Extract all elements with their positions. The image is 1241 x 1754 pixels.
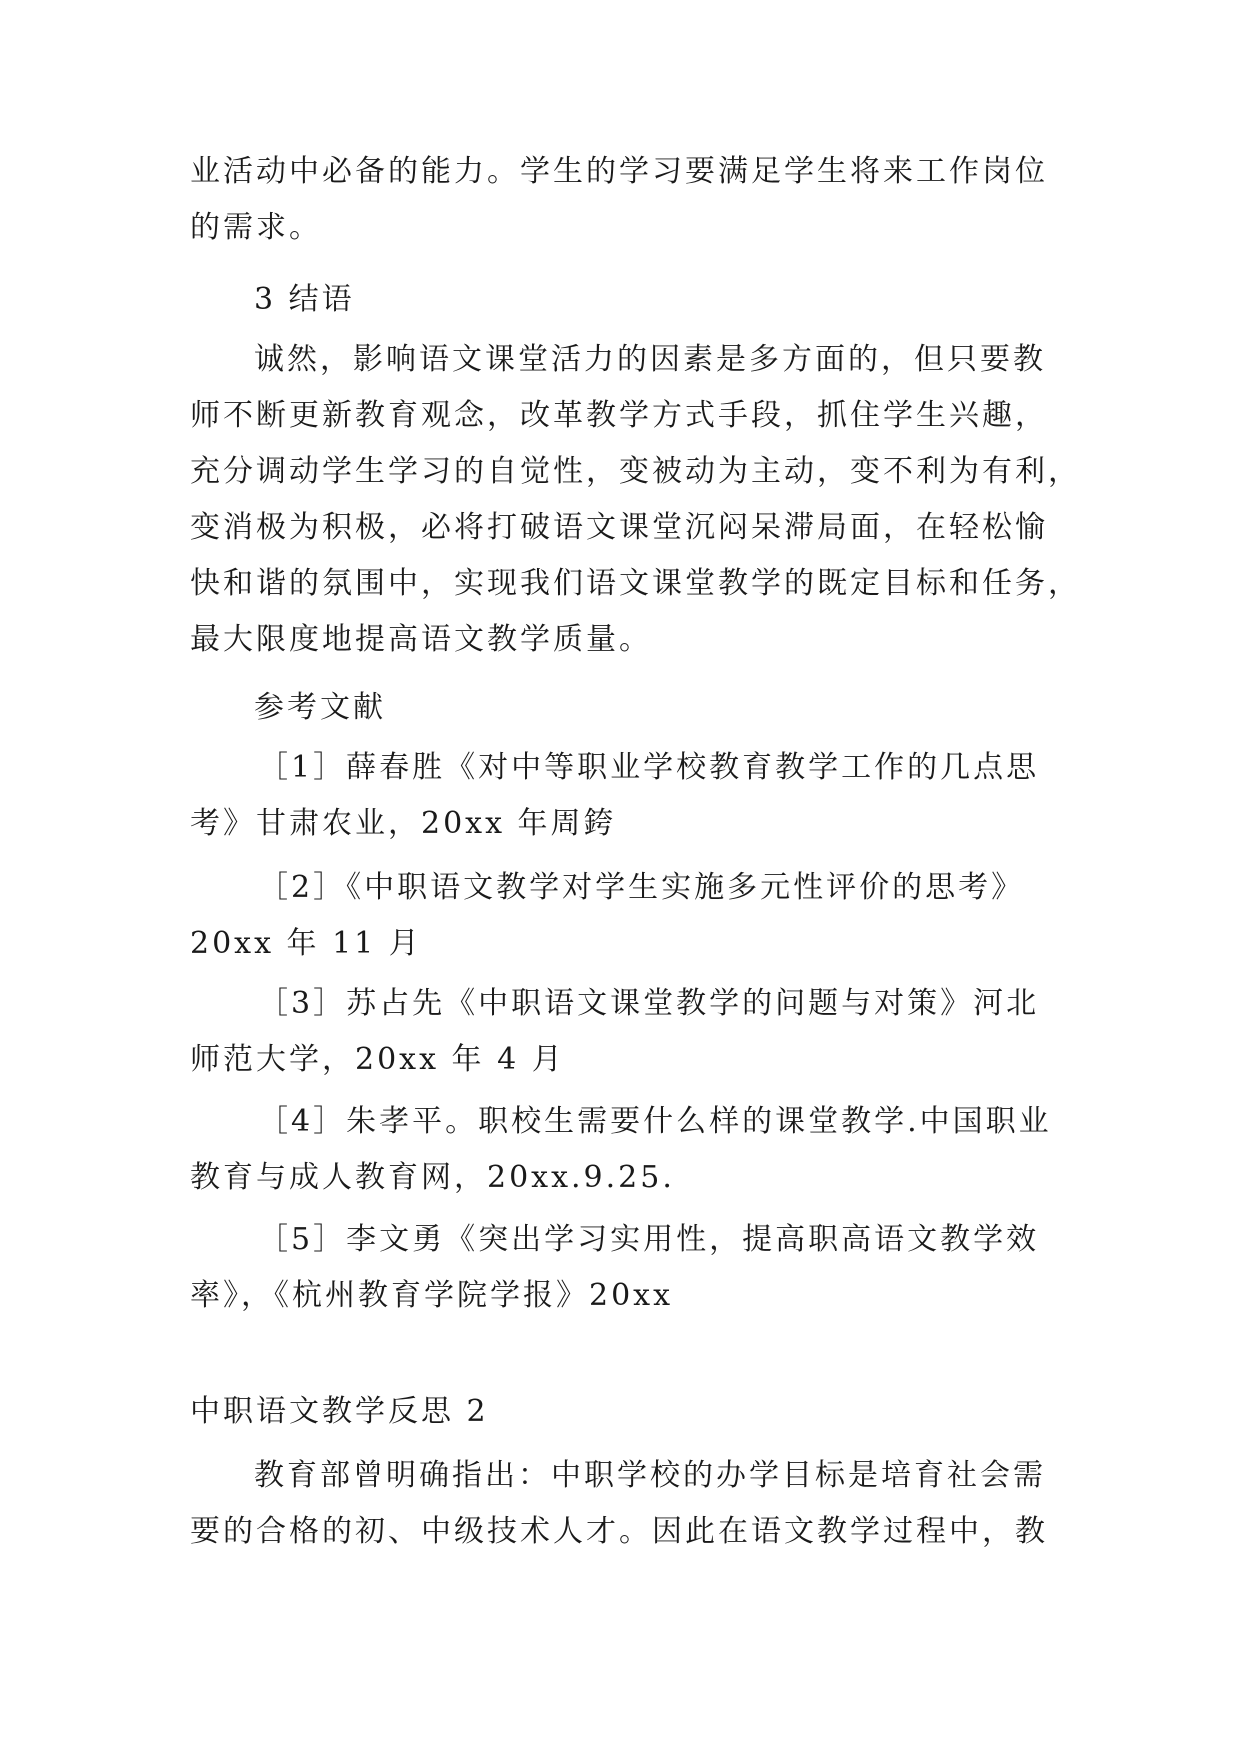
text-line: 快和谐的氛围中，实现我们语文课堂教学的既定目标和任务， — [190, 566, 1081, 601]
text-line: 最大限度地提高语文教学质量。 — [190, 622, 652, 657]
references-heading: 参考文献 — [254, 690, 386, 725]
section-heading: 3 结语 — [254, 282, 355, 317]
text-line: 要的合格的初、中级技术人才。因此在语文教学过程中，教 — [190, 1514, 1048, 1549]
text-line: 师不断更新教育观念，改革教学方式手段，抓住学生兴趣， — [190, 398, 1048, 433]
text-line: 充分调动学生学习的自觉性，变被动为主动，变不利为有利， — [190, 454, 1081, 489]
reference-item: 考》甘肃农业，20xx 年周銙 — [190, 806, 617, 841]
text-line: 教育部曾明确指出：中职学校的办学目标是培育社会需 — [254, 1458, 1046, 1493]
text-line: 诚然，影响语文课堂活力的因素是多方面的，但只要教 — [254, 342, 1046, 377]
reference-item: ［5］李文勇《突出学习实用性，提高职高语文教学效 — [258, 1222, 1040, 1257]
reference-item: ［1］薛春胜《对中等职业学校教育教学工作的几点思 — [258, 750, 1040, 785]
reference-item: 师范大学，20xx 年 4 月 — [190, 1042, 565, 1077]
text-line: 的需求。 — [190, 210, 322, 245]
reference-item: ［4］朱孝平。职校生需要什么样的课堂教学.中国职业 — [258, 1104, 1052, 1139]
reference-item: 教育与成人教育网，20xx.9.25. — [190, 1160, 675, 1195]
text-line: 业活动中必备的能力。学生的学习要满足学生将来工作岗位 — [190, 154, 1048, 189]
article-title: 中职语文教学反思 2 — [190, 1394, 489, 1429]
reference-item: 20xx 年 11 月 — [190, 926, 422, 961]
text-line: 变消极为积极，必将打破语文课堂沉闷呆滞局面，在轻松愉 — [190, 510, 1048, 545]
reference-item: 率》，《杭州教育学院学报》20xx — [190, 1278, 674, 1313]
reference-item: ［3］苏占先《中职语文课堂教学的问题与对策》河北 — [258, 986, 1040, 1021]
reference-item: ［2］《中职语文教学对学生实施多元性评价的思考》 — [258, 870, 1025, 905]
